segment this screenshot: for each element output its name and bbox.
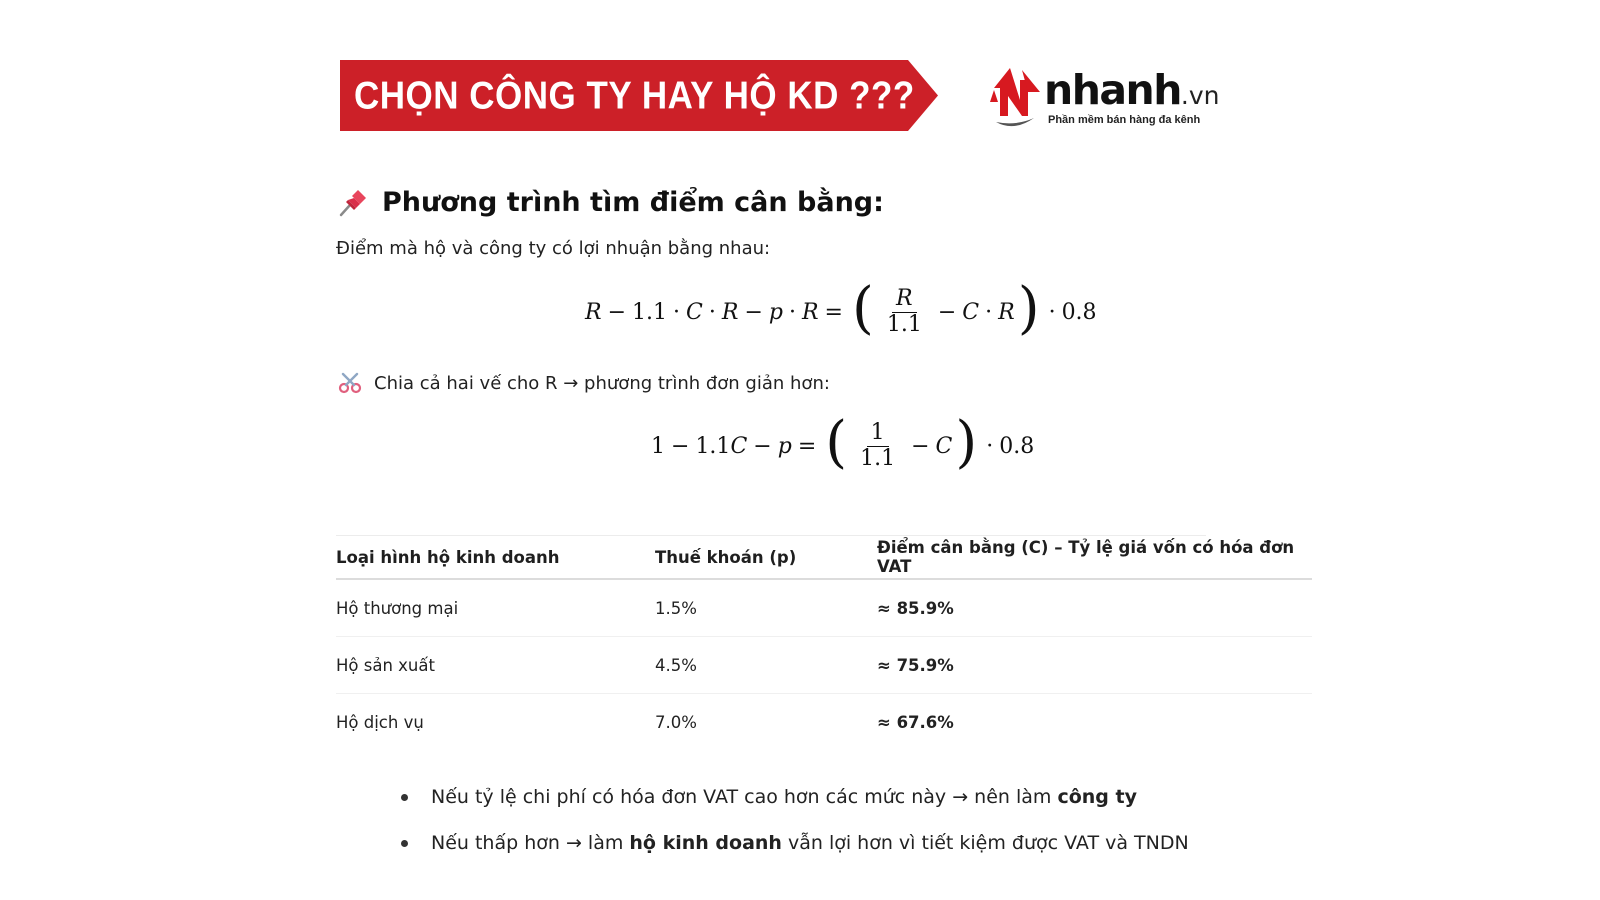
cell-breakeven: ≈ 67.6% xyxy=(877,712,954,732)
eq2-op: − xyxy=(671,433,690,459)
logo-wordmark: nhanh xyxy=(1044,66,1181,114)
list-item xyxy=(398,783,1189,829)
section-heading xyxy=(338,180,884,224)
eq2-term: C xyxy=(730,433,748,459)
pushpin-icon xyxy=(338,186,368,218)
eq1-op: · xyxy=(985,299,993,325)
eq1-left-paren: ( xyxy=(851,276,874,341)
cell-flat-tax: 1.5% xyxy=(655,579,877,637)
eq2-op: = xyxy=(797,433,817,459)
cell-flat-tax: 4.5% xyxy=(655,637,877,694)
col-header-business-type: Loại hình hộ kinh doanh xyxy=(336,536,655,579)
cell-business-type: Hộ dịch vụ xyxy=(336,712,424,732)
eq2-term: 1 xyxy=(651,433,665,459)
title-banner xyxy=(340,60,940,131)
eq1-term: R xyxy=(801,299,819,325)
logo-tld: .vn xyxy=(1180,81,1220,110)
equation-full xyxy=(585,276,1097,341)
cell-business-type: Hộ sản xuất xyxy=(336,637,655,694)
eq1-term: C xyxy=(686,299,703,325)
eq1-fraction xyxy=(883,287,926,336)
simplify-note xyxy=(338,372,830,394)
eq1-denominator: 1.1 xyxy=(886,311,922,337)
eq1-op: · xyxy=(673,299,681,325)
eq2-term: 1.1 xyxy=(695,433,731,459)
eq1-term: p xyxy=(768,299,783,325)
eq1-term: C xyxy=(962,299,980,325)
bullet-text-end: vẫn lợi hơn vì tiết kiệm được VAT và TNDN xyxy=(781,832,1189,854)
eq1-op: − xyxy=(744,299,763,325)
eq2-left-paren: ( xyxy=(825,410,848,475)
eq1-op: − xyxy=(607,299,627,325)
cell-breakeven: ≈ 75.9% xyxy=(877,637,1312,694)
cell-flat-tax: 7.0% xyxy=(655,712,697,732)
eq2-op: − xyxy=(911,433,930,459)
eq1-term: 0.8 xyxy=(1061,299,1097,325)
col-header-breakeven: Điểm cân bằng (C) – Tỷ lệ giá vốn có hóa đơn VAT xyxy=(877,536,1312,579)
bullet-emphasis: công ty xyxy=(1057,786,1137,808)
eq2-fraction xyxy=(856,421,899,470)
eq1-op: · xyxy=(788,299,796,325)
eq1-term: R xyxy=(585,299,602,325)
eq1-op: · xyxy=(708,299,716,325)
intro-text: Điểm mà hộ và công ty có lợi nhuận bằng nhau: xyxy=(336,238,771,259)
eq1-term: 1.1 xyxy=(632,299,668,325)
scissors-icon xyxy=(338,372,362,394)
logo-tagline: Phần mềm bán hàng đa kênh xyxy=(1048,114,1201,126)
bullet-text: Nếu thấp hơn → làm xyxy=(431,832,630,854)
eq2-term: C xyxy=(935,433,953,459)
table-row xyxy=(336,579,1312,637)
eq1-right-paren: ) xyxy=(1017,276,1040,341)
breakeven-table xyxy=(336,536,1312,750)
cell-business-type: Hộ thương mại xyxy=(336,579,655,637)
eq2-term: 0.8 xyxy=(999,433,1035,459)
eq1-term: R xyxy=(998,299,1015,325)
eq1-op: · xyxy=(1048,299,1056,325)
eq1-op: = xyxy=(824,299,843,325)
cell-breakeven: ≈ 85.9% xyxy=(877,579,1312,637)
banner-title: CHỌN CÔNG TY HAY HỘ KD ??? xyxy=(354,73,915,118)
nhanh-logo[interactable] xyxy=(988,64,1228,134)
heading-text: Phương trình tìm điểm cân bằng: xyxy=(382,186,884,218)
bullet-text: Nếu tỷ lệ chi phí có hóa đơn VAT cao hơn các mức này → nên làm xyxy=(431,786,1058,808)
table-header-row xyxy=(336,536,1312,579)
equation-simplified xyxy=(651,410,1035,475)
col-header-flat-tax: Thuế khoán (p) xyxy=(655,536,877,579)
conclusion-list xyxy=(398,783,1189,875)
nhanh-logo-icon xyxy=(988,66,1044,132)
eq2-right-paren: ) xyxy=(955,410,978,475)
eq1-numerator: R xyxy=(892,287,917,312)
table-row xyxy=(336,637,1312,694)
eq2-op: · xyxy=(986,433,994,459)
eq1-op: − xyxy=(937,299,957,325)
eq1-term: R xyxy=(721,299,739,325)
eq2-denominator: 1.1 xyxy=(860,445,896,471)
simplify-note-text: Chia cả hai vế cho R → phương trình đơn giản hơn: xyxy=(374,372,830,394)
eq2-term: p xyxy=(777,433,792,459)
eq2-op: − xyxy=(753,433,772,459)
bullet-emphasis: hộ kinh doanh xyxy=(629,832,782,854)
eq2-numerator: 1 xyxy=(867,421,889,446)
table-row xyxy=(336,694,1312,751)
list-item xyxy=(398,829,1189,875)
